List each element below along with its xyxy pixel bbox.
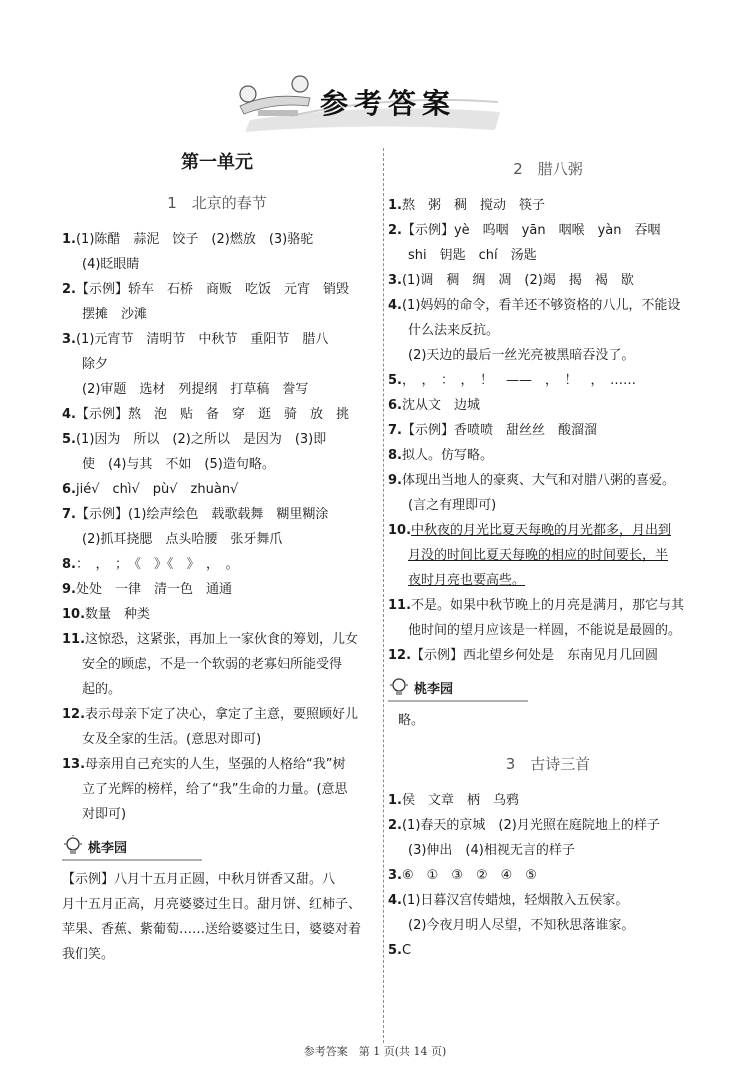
answer-item — [62, 577, 372, 602]
taoliyuan-line: 苹果、香蕉、紫葡萄……送给婆婆过生日，婆婆对着 — [62, 922, 362, 937]
answer-item — [388, 393, 708, 418]
answer-item — [62, 502, 372, 527]
answer-text: 夜时月亮也要高些。 — [408, 573, 526, 588]
answer-text: 【示例】(1)绘声绘色 载歌载舞 糊里糊涂 — [75, 507, 329, 522]
answer-text: 处处 一律 清一色 通通 — [75, 582, 232, 597]
answer-item — [62, 302, 372, 327]
answer-text: (1)陈醋 蒜泥 饺子 (2)燃放 (3)骆驼 — [75, 232, 314, 247]
answer-item — [388, 863, 708, 888]
taoliyuan-line: 我们笑。 — [62, 947, 115, 962]
answer-number: 10. — [388, 523, 412, 538]
answer-number: 2. — [388, 223, 402, 238]
lesson-title-1: 1 北京的春节 — [167, 194, 267, 212]
answer-item — [388, 518, 708, 543]
answer-text: 侯 文章 柄 乌鸦 — [401, 793, 519, 808]
answer-list-lesson-1 — [62, 227, 372, 827]
answer-text: jié√ chì√ pù√ zhuàn√ — [75, 482, 239, 497]
page-title: 参考答案 — [320, 87, 457, 120]
taoliyuan-body-2 — [388, 708, 708, 733]
left-column — [62, 140, 372, 967]
answer-text: 使 (4)与其 不如 (5)造句略。 — [82, 457, 275, 472]
answer-text: 摆摊 沙滩 — [82, 307, 148, 322]
answer-number: 3. — [388, 273, 402, 288]
answer-item — [388, 293, 708, 318]
answer-item — [388, 643, 708, 668]
answer-number: 7. — [62, 507, 76, 522]
answer-item — [388, 543, 708, 568]
answer-number: 4. — [62, 407, 76, 422]
answer-text: 母亲用自己充实的人生，坚强的人格给“我”树 — [85, 757, 346, 772]
answer-item — [62, 452, 372, 477]
taoliyuan-label: 桃李园 — [88, 840, 128, 856]
answer-text: (言之有理即可) — [408, 498, 497, 513]
answer-item — [388, 493, 708, 518]
answer-number: 1. — [388, 198, 402, 213]
answer-item — [62, 352, 372, 377]
taoliyuan-heading-2 — [388, 676, 528, 702]
answer-item — [62, 227, 372, 252]
answer-item — [62, 402, 372, 427]
taoliyuan-body — [62, 867, 372, 967]
column-divider — [383, 148, 384, 1043]
answer-text: 【示例】yè 呜咽 yān 咽喉 yàn 吞咽 — [401, 223, 661, 238]
answer-number: 9. — [62, 582, 76, 597]
answer-item — [62, 602, 372, 627]
answer-number: 8. — [388, 448, 402, 463]
answer-text: shi 钥匙 chí 汤匙 — [408, 248, 537, 263]
answer-number: 1. — [388, 793, 402, 808]
answer-number: 12. — [62, 707, 86, 722]
answer-item — [388, 568, 708, 593]
answer-text: ⑥ ① ③ ② ④ ⑤ — [401, 868, 537, 883]
answer-number: 2. — [62, 282, 76, 297]
taoliyuan-line: 月十五月正高，月亮婆婆过生日。甜月饼、红柿子、 — [62, 897, 362, 912]
answer-item — [62, 277, 372, 302]
answer-text: (3)伸出 (4)相视无言的样子 — [408, 843, 575, 858]
answer-number: 5. — [62, 432, 76, 447]
answer-number: 12. — [388, 648, 412, 663]
answer-text: 拟人。仿写略。 — [401, 448, 493, 463]
answer-item — [62, 327, 372, 352]
answer-item — [388, 418, 708, 443]
answer-number: 6. — [388, 398, 402, 413]
right-column — [388, 140, 708, 963]
answer-text: 立了光辉的榜样，给了“我”生命的力量。(意思 — [82, 782, 348, 797]
answer-text: 【示例】轿车 石桥 商贩 吃饭 元宵 销毁 — [75, 282, 349, 297]
answer-number: 5. — [388, 373, 402, 388]
answer-number: 9. — [388, 473, 402, 488]
answer-item — [62, 802, 372, 827]
answer-text: 什么法来反抗。 — [408, 323, 500, 338]
answer-text: 【示例】香喷喷 甜丝丝 酸溜溜 — [401, 423, 597, 438]
answer-item — [62, 752, 372, 777]
answer-item — [62, 377, 372, 402]
answer-text: 月没的时间比夏天每晚的相应的时间要长，半 — [408, 548, 669, 563]
answer-text: 中秋夜的月光比夏天每晚的月光都多，月出到 — [411, 523, 672, 538]
answer-text: 【示例】熬 泡 贴 备 穿 逛 骑 放 挑 — [75, 407, 349, 422]
answer-item — [388, 368, 708, 393]
answer-text: 起的。 — [82, 682, 122, 697]
answer-number: 10. — [62, 607, 86, 622]
answer-text: 熬 粥 稠 搅动 筷子 — [401, 198, 545, 213]
answer-text: (4)眨眼睛 — [82, 257, 140, 272]
answer-list-lesson-2-cont — [388, 518, 708, 668]
answer-item — [62, 727, 372, 752]
answer-item — [62, 777, 372, 802]
page-footer: 参考答案 第 1 页(共 14 页) — [303, 1045, 447, 1058]
answer-item — [388, 343, 708, 368]
answer-item — [62, 627, 372, 652]
answer-number: 11. — [388, 598, 412, 613]
answer-text: 对即可) — [82, 807, 127, 822]
answer-text: 沈从文 边城 — [401, 398, 480, 413]
lightbulb-icon — [62, 835, 84, 857]
answer-item — [388, 913, 708, 938]
answer-item — [388, 193, 708, 218]
answer-number: 8. — [62, 557, 76, 572]
answer-item — [388, 468, 708, 493]
answer-number: 5. — [388, 943, 402, 958]
answer-item — [388, 218, 708, 243]
answer-item — [388, 318, 708, 343]
taoliyuan-line: 【示例】八月十五月正圆，中秋月饼香又甜。八 — [62, 872, 336, 887]
answer-list-lesson-3 — [388, 788, 708, 963]
answer-text: 他时间的望月应该是一样圆，不能说是最圆的。 — [408, 623, 682, 638]
answer-item — [388, 593, 708, 618]
answer-item — [62, 552, 372, 577]
answer-text: (1)妈妈的命令，看羊还不够资格的八儿，不能设 — [401, 298, 681, 313]
answer-text: 女及全家的生活。(意思对即可) — [82, 732, 262, 747]
answer-text: 除夕 — [82, 357, 109, 372]
answer-item — [62, 527, 372, 552]
answer-text: (2)今夜月明人尽望，不知秋思落谁家。 — [408, 918, 635, 933]
answer-item — [62, 652, 372, 677]
answer-text: ， ， ： ， ！ —— ， ！ ， …… — [401, 373, 636, 388]
taoliyuan-label-2: 桃李园 — [414, 681, 454, 697]
answer-text: 数量 种类 — [85, 607, 151, 622]
answer-text: 安全的顾虑，不是一个软弱的老寡妇所能受得 — [82, 657, 343, 672]
answer-text: 【示例】西北望乡何处是 东南见月几回圆 — [411, 648, 659, 663]
answer-text: 这惊恐，这紧张，再加上一家伙食的筹划，儿女 — [85, 632, 359, 647]
answer-item — [388, 268, 708, 293]
answer-item — [62, 477, 372, 502]
answer-text: (1)因为 所以 (2)之所以 是因为 (3)即 — [75, 432, 327, 447]
answer-item — [388, 788, 708, 813]
lightbulb-icon — [388, 676, 410, 698]
answer-item — [388, 813, 708, 838]
answer-item — [388, 243, 708, 268]
answer-number: 2. — [388, 818, 402, 833]
answer-text: ： ， ； 《 》《 》 ， 。 — [75, 557, 239, 572]
answer-number: 6. — [62, 482, 76, 497]
answer-number: 11. — [62, 632, 86, 647]
answer-number: 13. — [62, 757, 86, 772]
answer-text: (1)元宵节 清明节 中秋节 重阳节 腊八 — [75, 332, 329, 347]
answer-text: (2)天边的最后一丝光亮被黑暗吞没了。 — [408, 348, 635, 363]
answer-number: 4. — [388, 298, 402, 313]
answer-item — [62, 677, 372, 702]
answer-number: 4. — [388, 893, 402, 908]
answer-item — [388, 618, 708, 643]
answer-text: C — [401, 943, 412, 958]
answer-number: 3. — [62, 332, 76, 347]
answer-number: 1. — [62, 232, 76, 247]
taoliyuan-line: 略。 — [398, 713, 425, 728]
answer-number: 3. — [388, 868, 402, 883]
answer-text: 表示母亲下定了决心，拿定了主意，要照顾好儿 — [85, 707, 359, 722]
answer-text: 体现出当地人的豪爽、大气和对腊八粥的喜爱。 — [401, 473, 675, 488]
answer-text: 不是。如果中秋节晚上的月亮是满月，那它与其 — [411, 598, 685, 613]
answer-text: (2)抓耳挠腮 点头哈腰 张牙舞爪 — [82, 532, 283, 547]
answer-list-lesson-2 — [388, 193, 708, 518]
answer-item — [62, 427, 372, 452]
taoliyuan-heading — [62, 835, 202, 861]
answer-text: (1)日暮汉宫传蜡烛，轻烟散入五侯家。 — [401, 893, 629, 908]
answer-item — [388, 888, 708, 913]
answer-number: 7. — [388, 423, 402, 438]
answer-item — [388, 838, 708, 863]
answer-item — [388, 443, 708, 468]
answer-text: (1)调 稠 绸 凋 (2)竭 揭 褐 歇 — [401, 273, 634, 288]
answer-item — [62, 252, 372, 277]
answer-text: (1)春天的京城 (2)月光照在庭院地上的样子 — [401, 818, 660, 833]
answer-text: (2)审题 选材 列提纲 打草稿 誊写 — [82, 382, 309, 397]
unit-title: 第一单元 — [181, 152, 253, 173]
lesson-title-3: 3 古诗三首 — [505, 755, 591, 773]
lesson-title-2: 2 腊八粥 — [513, 160, 583, 178]
answer-item — [62, 702, 372, 727]
answer-item — [388, 938, 708, 963]
